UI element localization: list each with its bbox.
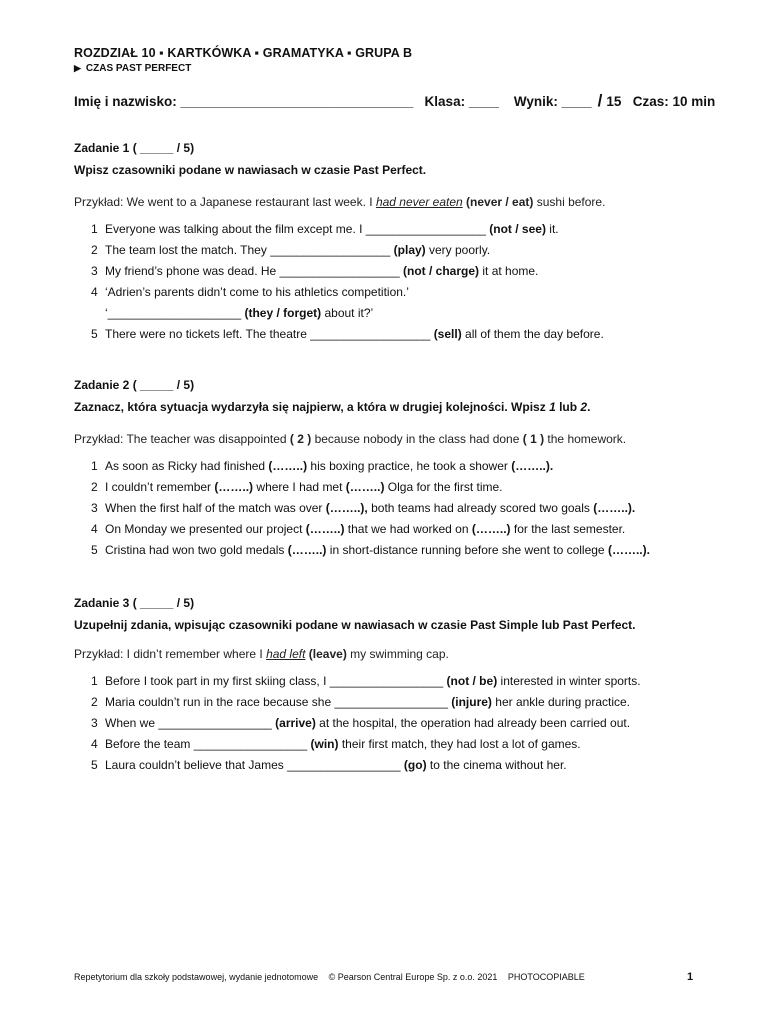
worksheet-subtitle <box>74 63 191 74</box>
name-label: Imię i nazwisko: _______________________________ <box>74 94 414 109</box>
item-text: My friend’s phone was dead. He __________________ <box>105 264 404 278</box>
item-text: When the first half of the match was over <box>105 501 326 515</box>
page-number: 1 <box>687 971 694 983</box>
task-1-instruction: Wpisz czasowniki podane w nawiasach w czasie Past Perfect. <box>74 163 427 177</box>
instruction-text: Zaznacz, która sytuacja wydarzyła się najpierw, a która w drugiej kolejności. Wpisz <box>74 400 550 414</box>
item-number: 3 <box>91 716 98 730</box>
student-info-line <box>74 91 715 111</box>
item-hint: (they / forget) <box>244 306 322 320</box>
item-text: Laura couldn’t believe that James _________________ <box>105 758 404 772</box>
answer-blank: (……..) <box>345 480 385 494</box>
task-3-example <box>74 647 714 661</box>
task-1-example <box>74 195 714 209</box>
score-slash: / <box>597 91 603 110</box>
item-number: 5 <box>91 758 98 772</box>
item-number: 2 <box>91 243 98 257</box>
item-number: 4 <box>91 522 98 536</box>
instruction-text: lub <box>555 400 581 414</box>
task-2-instruction <box>74 400 714 414</box>
footer-photocopiable: PHOTOCOPIABLE <box>507 972 585 982</box>
footer-book: Repetytorium dla szkoły podstawowej, wydanie jednotomowe <box>74 972 319 982</box>
answer-blank: (……..) <box>214 480 254 494</box>
task-2 <box>74 378 714 564</box>
task-3-instruction: Uzupełnij zdania, wpisując czasowniki podane w nawiasach w czasie Past Simple lub Past Perfect. <box>74 618 636 632</box>
item-hint: (arrive) <box>275 716 316 730</box>
item-text: interested in winter sports. <box>497 674 641 688</box>
example-hint: (never / eat) <box>466 195 534 209</box>
answer-blank: (……..), <box>325 501 368 515</box>
item-text: for the last semester. <box>510 522 626 536</box>
footer-copyright: © Pearson Central Europe Sp. z o.o. 2021 <box>328 972 498 982</box>
item-text: both teams had already scored two goals <box>367 501 594 515</box>
exercise-item <box>74 327 714 348</box>
item-text: Cristina had won two gold medals <box>105 543 288 557</box>
item-text: that we had worked on <box>344 522 472 536</box>
item-text: very poorly. <box>425 243 491 257</box>
answer-blank: (……..) <box>287 543 327 557</box>
example-text: Przykład: We went to a Japanese restaurant last week. I <box>74 195 376 209</box>
item-text: As soon as Ricky had finished <box>105 459 269 473</box>
exercise-item <box>74 543 714 564</box>
subtitle-text: CZAS PAST PERFECT <box>85 63 192 74</box>
example-text: sushi before. <box>533 195 606 209</box>
item-text: Everyone was talking about the film except me. I __________________ <box>105 222 490 236</box>
example-answer: had never eaten <box>375 195 463 209</box>
task-2-title: Zadanie 2 ( _____ / 5) <box>74 378 195 392</box>
example-text: Przykład: The teacher was disappointed <box>74 432 290 446</box>
item-number: 1 <box>91 459 98 473</box>
exercise-item <box>74 264 714 285</box>
item-text: Before the team _________________ <box>105 737 311 751</box>
answer-blank: (……..). <box>607 543 650 557</box>
item-text: about it?’ <box>321 306 374 320</box>
item-hint: (play) <box>393 243 426 257</box>
exercise-item <box>74 695 714 716</box>
exercise-item <box>74 737 714 758</box>
item-text: ‘____________________ <box>105 306 245 320</box>
task-2-example <box>74 432 714 446</box>
answer-blank: (……..). <box>511 459 554 473</box>
answer-blank: (……..) <box>305 522 345 536</box>
item-number: 1 <box>91 222 98 236</box>
item-text: I couldn’t remember <box>105 480 215 494</box>
example-answer: had left <box>266 647 306 661</box>
item-text: There were no tickets left. The theatre __________________ <box>105 327 434 341</box>
item-hint: (go) <box>403 758 427 772</box>
class-label: Klasa: ____ <box>424 94 499 109</box>
exercise-item <box>74 222 714 243</box>
item-hint: (not / see) <box>489 222 546 236</box>
task-1-title: Zadanie 1 ( _____ / 5) <box>74 141 195 155</box>
example-text: the homework. <box>544 432 627 446</box>
item-text: The team lost the match. They __________________ <box>105 243 394 257</box>
item-number: 2 <box>91 480 98 494</box>
item-text: to the cinema without her. <box>426 758 567 772</box>
score-label: Wynik: ____ <box>513 94 592 109</box>
item-number: 5 <box>91 327 98 341</box>
task-1-items <box>74 222 714 348</box>
item-text: at the hospital, the operation had already been carried out. <box>315 716 631 730</box>
instruction-number: 1 <box>549 400 556 414</box>
item-text: Before I took part in my first skiing class, I _________________ <box>105 674 447 688</box>
task-3 <box>74 596 714 779</box>
example-text: because nobody in the class had done <box>311 432 523 446</box>
item-number: 2 <box>91 695 98 709</box>
exercise-item <box>74 758 714 779</box>
item-text: his boxing practice, he took a shower <box>307 459 512 473</box>
item-text: where I had met <box>253 480 346 494</box>
task-2-items <box>74 459 714 564</box>
answer-blank: (……..) <box>268 459 308 473</box>
task-1 <box>74 141 714 348</box>
item-text: all of them the day before. <box>461 327 604 341</box>
item-text: ‘Adrien’s parents didn’t come to his athletics competition.’ <box>105 285 409 299</box>
item-text: her ankle during practice. <box>491 695 631 709</box>
page-footer <box>74 972 593 982</box>
answer-blank: (……..). <box>593 501 636 515</box>
instruction-number: 2 <box>580 400 588 414</box>
item-hint: (sell) <box>433 327 462 341</box>
item-number: 5 <box>91 543 98 557</box>
task-3-items <box>74 674 714 779</box>
exercise-item <box>74 285 714 306</box>
item-hint: (injure) <box>451 695 492 709</box>
instruction-text: . <box>587 400 591 414</box>
example-answer: ( 1 ) <box>522 432 545 446</box>
exercise-item <box>74 501 714 522</box>
example-text: Przykład: I didn’t remember where I <box>74 647 267 661</box>
exercise-item <box>74 522 714 543</box>
example-text: my swimming cap. <box>346 647 449 661</box>
item-hint: (not / charge) <box>403 264 480 278</box>
example-hint: (leave) <box>308 647 347 661</box>
item-number: 4 <box>91 737 98 751</box>
exercise-item <box>74 459 714 480</box>
item-text: it. <box>545 222 559 236</box>
item-number: 3 <box>91 264 98 278</box>
time-label: Czas: 10 min <box>632 94 716 109</box>
item-hint: (not / be) <box>446 674 498 688</box>
answer-blank: (……..) <box>471 522 511 536</box>
item-text: Olga for the first time. <box>384 480 503 494</box>
item-text: their first match, they had lost a lot of games. <box>338 737 581 751</box>
worksheet-title: ROZDZIAŁ 10 ▪ KARTKÓWKA ▪ GRAMATYKA ▪ GRUPA B <box>74 46 413 60</box>
item-number: 4 <box>91 285 98 299</box>
triangle-icon: ▶ <box>74 63 81 73</box>
item-text: On Monday we presented our project <box>105 522 306 536</box>
exercise-item <box>74 480 714 501</box>
task-3-title: Zadanie 3 ( _____ / 5) <box>74 596 195 610</box>
item-hint: (win) <box>310 737 339 751</box>
item-text: Maria couldn’t run in the race because she _________________ <box>105 695 452 709</box>
example-answer: ( 2 ) <box>289 432 312 446</box>
item-text: in short-distance running before she went to college <box>326 543 608 557</box>
item-number: 3 <box>91 501 98 515</box>
exercise-item <box>74 306 714 327</box>
item-text: it at home. <box>479 264 539 278</box>
exercise-item <box>74 674 714 695</box>
item-text: When we _________________ <box>105 716 276 730</box>
item-number: 1 <box>91 674 98 688</box>
exercise-item <box>74 716 714 737</box>
exercise-item <box>74 243 714 264</box>
score-total: 15 <box>606 94 622 109</box>
